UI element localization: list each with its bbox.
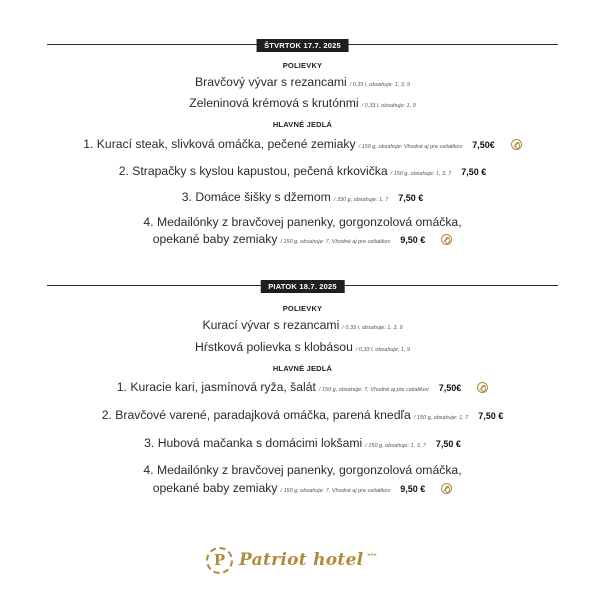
day-friday bbox=[47, 0, 558, 520]
dish-price: 9,50 € bbox=[400, 235, 426, 245]
gluten-free-icon bbox=[441, 483, 452, 494]
dish-name: 1. Kurací steak, slivková omáčka, pečené zemiaky bbox=[83, 137, 356, 151]
dish-name-line2: opekané baby zemiaky bbox=[152, 481, 278, 495]
soup-item bbox=[27, 318, 578, 332]
dish-name-line1: 4. Medailónky z bravčovej panenky, gorgonzolová omáčka, bbox=[143, 215, 462, 229]
hotel-logo bbox=[206, 542, 406, 578]
dish-note: / 0,33 l, obsahuje: 1, 3, 9 bbox=[342, 325, 403, 331]
logo-stars: *** bbox=[367, 551, 377, 561]
dish-name: Hŕstková polievka s klobásou bbox=[195, 340, 353, 354]
dish-note: / 150 g, obsahuje: 7, Vhodné aj pre celiatikov bbox=[318, 387, 429, 393]
dish-note: / 0,33 l, obsahuje: 1, 9 bbox=[361, 103, 416, 109]
dish-name: 1. Kuracie kari, jasmínová ryža, šalát bbox=[116, 380, 316, 394]
soup-item bbox=[27, 340, 578, 354]
dish-name: Kurací vývar s rezancami bbox=[202, 318, 340, 332]
dish-name: Zeleninová krémová s krutónmi bbox=[189, 96, 359, 110]
dish-note: / 0,33 l, obsahuje: 1, 3, 9 bbox=[349, 82, 410, 88]
dish-name-line1: 4. Medailónky z bravčovej panenky, gorgonzolová omáčka, bbox=[143, 463, 462, 477]
dish-note: / 330 g, obsahuje: 1, 7 bbox=[333, 197, 389, 203]
dish-note: / 0,33 l, obsahuje: 1, 9 bbox=[355, 347, 410, 353]
logo-emblem-icon bbox=[206, 547, 233, 574]
dish-note: / 150 g, obsahuje: 1, 3, 7 bbox=[390, 171, 452, 177]
dish-name-line2: opekané baby zemiaky bbox=[152, 232, 278, 246]
dish-name: 2. Bravčové varené, paradajková omáčka, parená knedľa bbox=[101, 408, 411, 422]
soups-heading: POLIEVKY bbox=[282, 61, 323, 70]
dish-name: Bravčový vývar s rezancami bbox=[195, 75, 347, 89]
dish-price: 7,50 € bbox=[398, 193, 424, 203]
dish-price: 7,50 € bbox=[435, 439, 461, 449]
dish-note: / 150 g, obsahuje: 1, 3, 7 bbox=[365, 443, 426, 449]
dish-note: / 150 g, obsahuje: 7, Vhodné aj pre celiatikov bbox=[280, 239, 391, 245]
dish-price: 7,50€ bbox=[472, 140, 495, 150]
main-item bbox=[27, 463, 578, 477]
mains-heading: HLAVNÉ JEDLÁ bbox=[272, 120, 333, 129]
logo-name: Patriot hotel bbox=[239, 550, 364, 570]
main-item bbox=[27, 481, 578, 495]
main-item bbox=[27, 436, 578, 450]
main-item bbox=[27, 408, 578, 422]
main-item bbox=[27, 380, 578, 394]
dish-price: 9,50 € bbox=[400, 484, 426, 494]
dish-note: / 150 g, obsahuje: Vhodné aj pre celiatikov bbox=[358, 144, 463, 150]
day-label: PIATOK 18.7. 2025 bbox=[260, 280, 345, 293]
dish-price: 7,50€ bbox=[438, 383, 462, 393]
dish-name: 2. Strapačky s kyslou kapustou, pečená krkovička bbox=[118, 164, 388, 178]
dish-price: 7,50 € bbox=[461, 167, 487, 177]
gluten-free-icon bbox=[477, 382, 488, 393]
dish-note: / 150 g, obsahuje: 7, Vhodné aj pre celiatikov bbox=[280, 488, 391, 494]
dish-name: 3. Hubová mačanka s domácimi lokšami bbox=[144, 436, 363, 450]
logo-letter: P bbox=[213, 551, 226, 569]
soups-heading: POLIEVKY bbox=[282, 304, 323, 313]
day-label: ŠTVRTOK 17.7. 2025 bbox=[256, 39, 349, 52]
dish-price: 7,50 € bbox=[478, 411, 504, 421]
mains-heading: HLAVNÉ JEDLÁ bbox=[272, 364, 333, 373]
dish-name: 3. Domáce šišky s džemom bbox=[181, 190, 331, 204]
dish-note: / 150 g, obsahuje: 1, 7 bbox=[413, 415, 469, 421]
